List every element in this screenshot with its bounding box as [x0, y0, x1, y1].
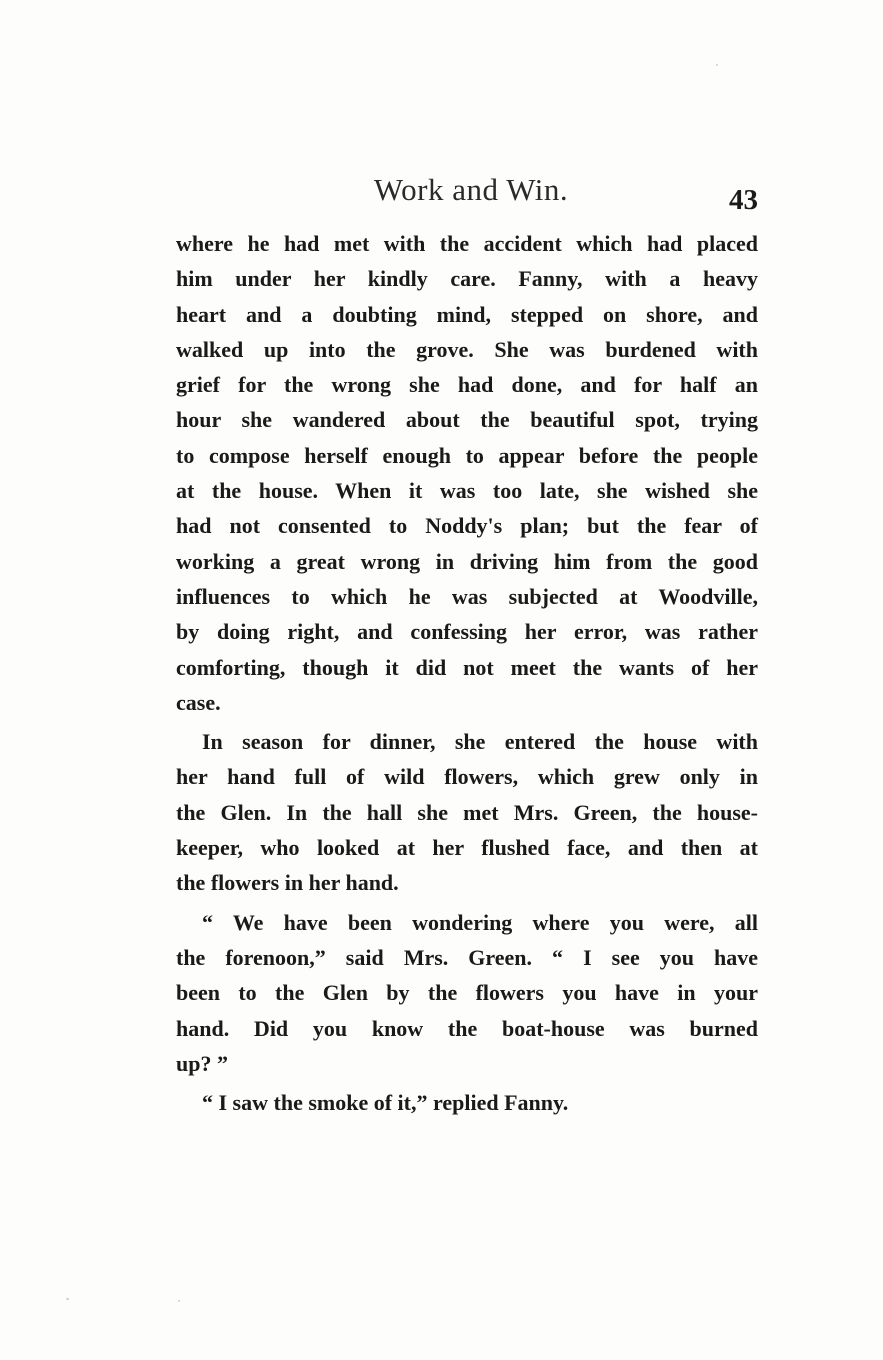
text-line: grief for the wrong she had done, and for half an: [176, 372, 758, 398]
paper-speck: [178, 1300, 180, 1302]
text-line: at the house. When it was too late, she wished she: [176, 478, 758, 504]
text-line: the forenoon,” said Mrs. Green. “ I see you have: [176, 944, 758, 970]
text-line: been to the Glen by the flowers you have in your: [176, 980, 758, 1006]
text-line: by doing right, and confessing her error, was rather: [176, 619, 758, 645]
running-head: [176, 172, 766, 216]
paragraph: [176, 905, 758, 1081]
text-line: hour she wandered about the beautiful spot, trying: [176, 407, 758, 433]
text-line: the Glen. In the hall she met Mrs. Green, the house-: [176, 799, 758, 825]
text-line: “ We have been wondering where you were, all: [202, 909, 758, 935]
paragraph: [176, 724, 758, 900]
paragraph: [176, 226, 758, 720]
text-line: walked up into the grove. She was burdened with: [176, 336, 758, 362]
text-line: her hand full of wild flowers, which grew only in: [176, 764, 758, 790]
text-line: influences to which he was subjected at Woodville,: [176, 583, 758, 609]
text-line: up? ”: [176, 1050, 228, 1076]
text-line: working a great wrong in driving him from the good: [176, 548, 758, 574]
text-line: to compose herself enough to appear before the people: [176, 442, 758, 468]
text-line: “ I saw the smoke of it,” replied Fanny.: [202, 1090, 569, 1116]
text-line: case.: [176, 689, 221, 715]
paper-speck: [716, 64, 718, 66]
text-line: the flowers in her hand.: [176, 870, 399, 896]
running-title: Work and Win.: [373, 172, 569, 207]
text-line: keeper, who looked at her flushed face, and then at: [176, 835, 758, 861]
text-line: hand. Did you know the boat-house was burned: [176, 1015, 758, 1041]
page-number: 43: [729, 184, 758, 216]
text-line: had not consented to Noddy's plan; but the fear of: [176, 513, 758, 539]
text-line: heart and a doubting mind, stepped on shore, and: [176, 301, 758, 327]
paper-speck: [66, 1298, 69, 1300]
body-text: [176, 226, 758, 1124]
paragraph: [176, 1085, 758, 1120]
text-line: comforting, though it did not meet the wants of her: [176, 654, 758, 680]
text-line: where he had met with the accident which had placed: [176, 231, 758, 256]
text-line: him under her kindly care. Fanny, with a heavy: [176, 266, 758, 292]
text-line: In season for dinner, she entered the house with: [202, 729, 758, 755]
